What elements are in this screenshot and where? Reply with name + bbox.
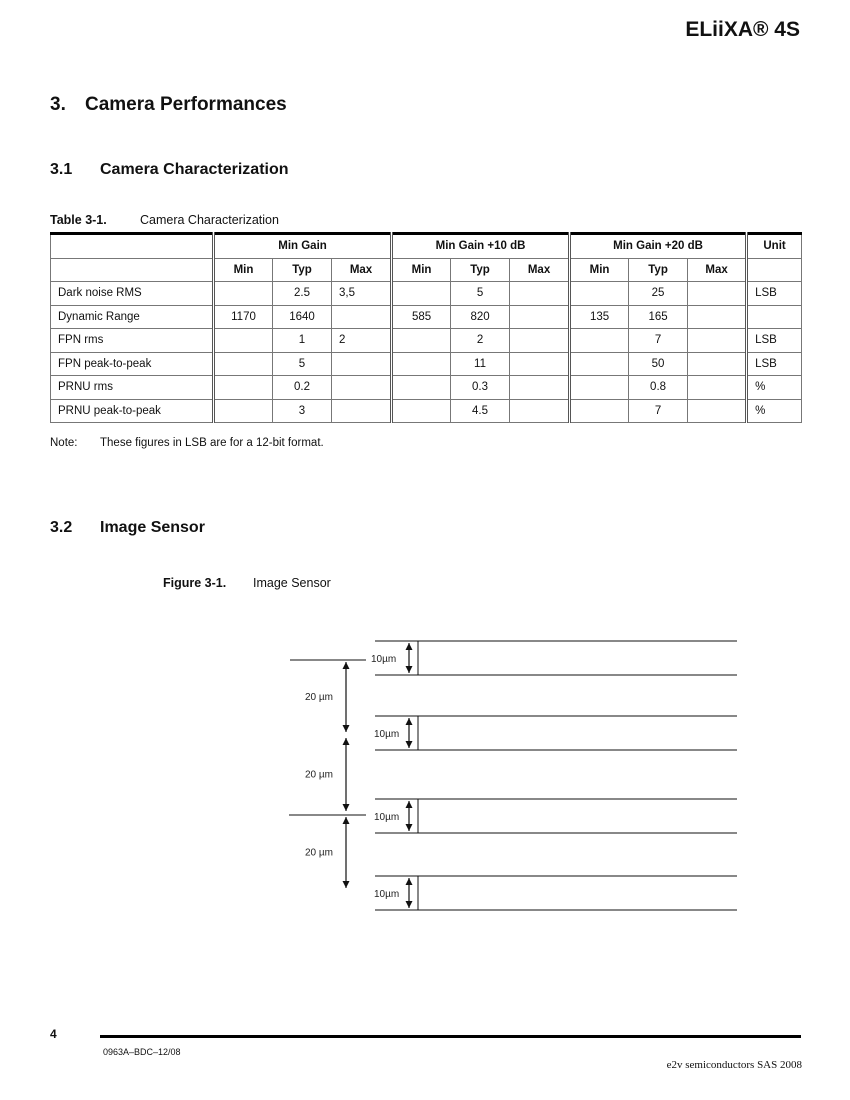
pixel-row — [371, 641, 737, 675]
pixel-height-label: 10µm — [371, 654, 397, 665]
table-cell: 2 — [451, 329, 510, 353]
sub-header: Min — [214, 258, 273, 282]
subsection-number: 3.2 — [50, 519, 73, 536]
section-number: 3. — [50, 94, 66, 115]
table-cell: 4.5 — [451, 399, 510, 423]
sub-header: Typ — [451, 258, 510, 282]
product-title: ELiiXA® 4S — [685, 18, 800, 41]
sub-header: Typ — [629, 258, 688, 282]
table-cell: 5 — [273, 352, 332, 376]
note-label: Note: — [50, 437, 78, 449]
pixel-row — [374, 799, 737, 833]
unit-cell: LSB — [747, 329, 802, 353]
table-cell: 0.3 — [451, 376, 510, 400]
group-header-min-gain: Min Gain — [214, 234, 392, 259]
table-cell: 7 — [629, 329, 688, 353]
subsection-number: 3.1 — [50, 161, 73, 178]
pixel-height-label: 10µm — [374, 889, 400, 900]
unit-cell: % — [747, 399, 802, 423]
table-cell: 585 — [392, 305, 451, 329]
unit-cell: LSB — [747, 282, 802, 306]
row-label: Dynamic Range — [51, 305, 214, 329]
sub-header: Max — [688, 258, 747, 282]
group-header-unit: Unit — [747, 234, 802, 259]
section-title: Camera Performances — [85, 94, 287, 115]
sub-header: Max — [332, 258, 392, 282]
footer-rule — [100, 1035, 801, 1038]
unit-cell: % — [747, 376, 802, 400]
table-cell: 25 — [629, 282, 688, 306]
table-cell: 820 — [451, 305, 510, 329]
table-cell: 1640 — [273, 305, 332, 329]
group-header-min-gain-10db: Min Gain +10 dB — [392, 234, 570, 259]
table-cell: 0.8 — [629, 376, 688, 400]
sub-header: Max — [510, 258, 570, 282]
row-label: PRNU peak-to-peak — [51, 399, 214, 423]
page-number: 4 — [50, 1027, 57, 1041]
pitch-label: 20 µm — [305, 847, 333, 859]
unit-cell: LSB — [747, 352, 802, 376]
pixel-height-label: 10µm — [374, 812, 400, 823]
table-cell: 135 — [570, 305, 629, 329]
table-cell: 1170 — [214, 305, 273, 329]
table-cell: 50 — [629, 352, 688, 376]
pixel-row — [374, 716, 737, 750]
table-cell: 2 — [332, 329, 392, 353]
sub-header: Min — [392, 258, 451, 282]
copyright: e2v semiconductors SAS 2008 — [666, 1059, 802, 1071]
row-label: PRNU rms — [51, 376, 214, 400]
subsection-title: Camera Characterization — [100, 161, 289, 178]
table-cell: 3 — [273, 399, 332, 423]
group-header-min-gain-20db: Min Gain +20 dB — [570, 234, 747, 259]
table-cell: 2.5 — [273, 282, 332, 306]
sub-header: Typ — [273, 258, 332, 282]
document-code: 0963A–BDC–12/08 — [103, 1047, 181, 1057]
table-cell: 1 — [273, 329, 332, 353]
pitch-label: 20 µm — [305, 692, 333, 703]
pixel-row — [374, 876, 737, 910]
table-caption-title: Camera Characterization — [140, 213, 279, 227]
table-cell: 11 — [451, 352, 510, 376]
figure-caption-title: Image Sensor — [253, 576, 331, 590]
row-label: FPN rms — [51, 329, 214, 353]
row-label: Dark noise RMS — [51, 282, 214, 306]
subsection-title: Image Sensor — [100, 519, 205, 536]
table-cell: 165 — [629, 305, 688, 329]
note-text: These figures in LSB are for a 12-bit format. — [100, 437, 324, 449]
sub-header: Min — [570, 258, 629, 282]
table-caption-label: Table 3-1. — [50, 213, 107, 227]
table-cell: 0.2 — [273, 376, 332, 400]
figure-caption-label: Figure 3-1. — [163, 576, 227, 590]
table-cell: 7 — [629, 399, 688, 423]
table-cell: 5 — [451, 282, 510, 306]
table-cell: 3,5 — [332, 282, 392, 306]
pitch-label: 20 µm — [305, 769, 333, 781]
pixel-height-label: 10µm — [374, 729, 400, 740]
row-label: FPN peak-to-peak — [51, 352, 214, 376]
